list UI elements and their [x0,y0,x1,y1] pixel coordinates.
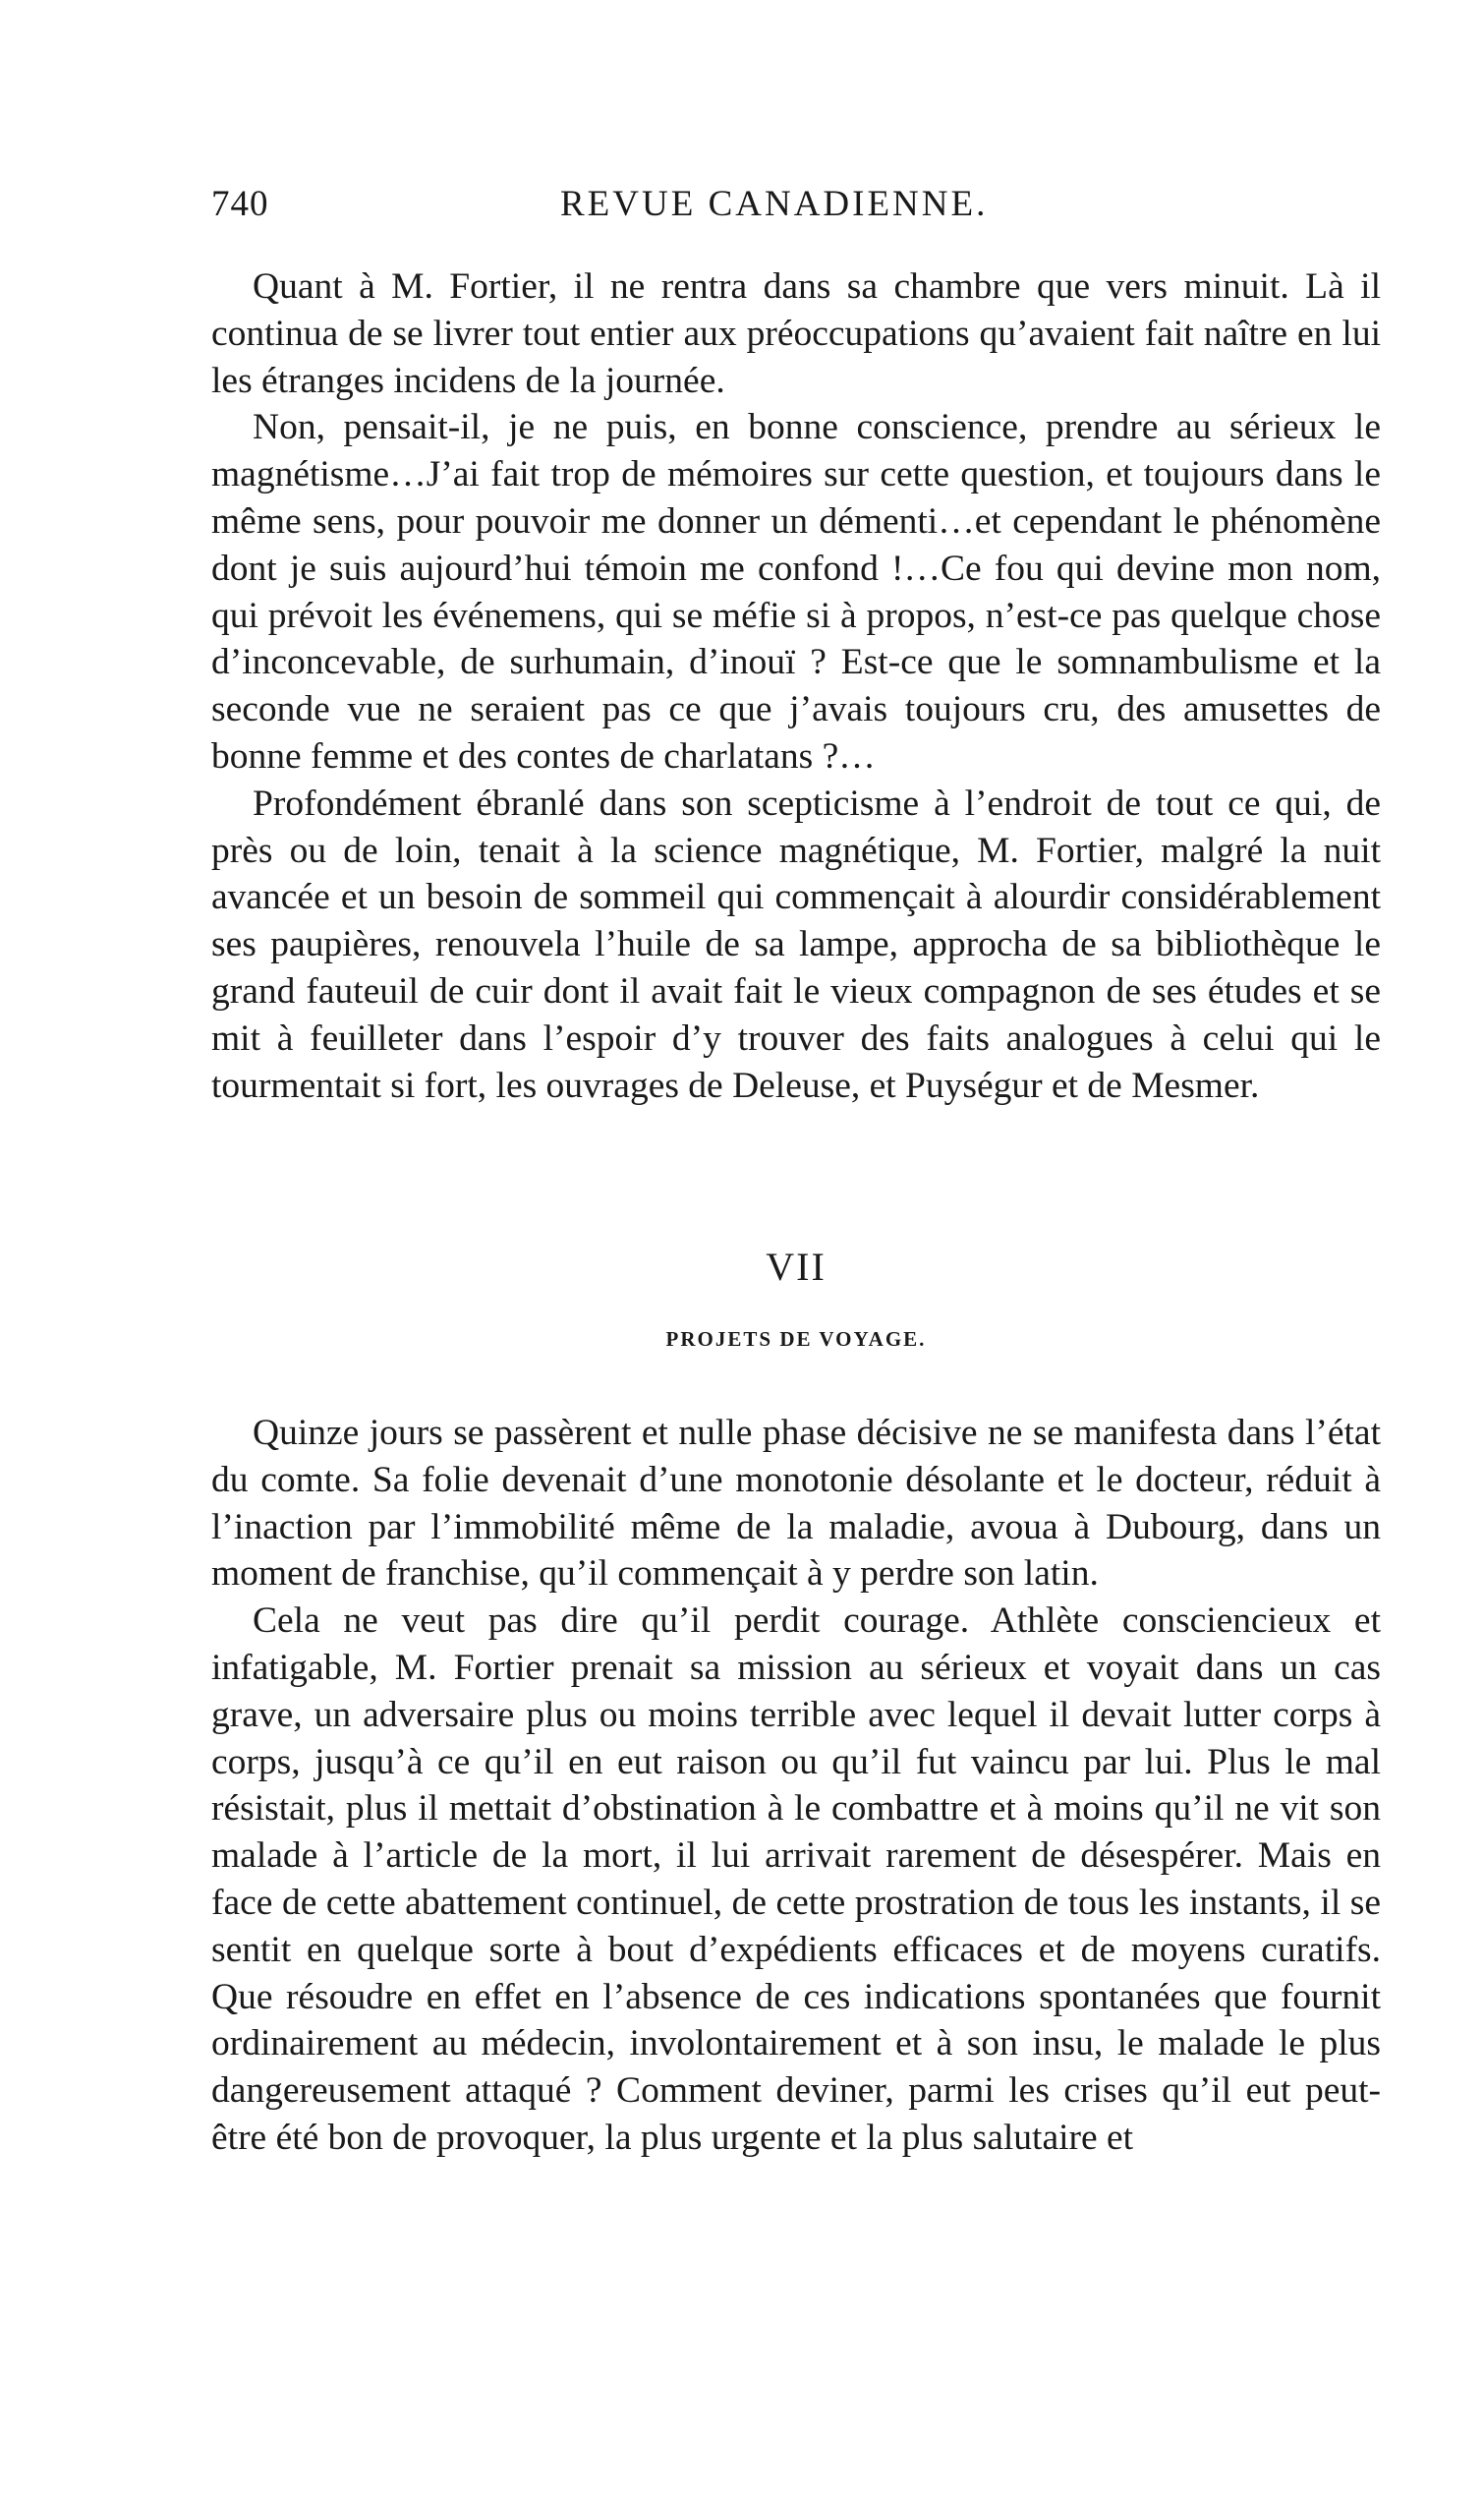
chapter-vii-body [211,1410,1381,2162]
journal-title: REVUE CANADIENNE. [560,184,989,224]
chapter-vi-ending [211,263,1381,1109]
paragraph: Cela ne veut pas dire qu’il perdit courage. Athlète consciencieux et infatigable, M. Fortier prenait sa mission au sérieux et voyait dans un cas grave, un adversaire plus ou moins terrible avec lequel il devait lutter corps à corps, jusqu’à ce qu’il en eut raison ou qu’il fut vaincu par lui. Plus le mal résistait, plus il mettait d’obstination à le combattre et à moins qu’il ne vit son malade à l’article de la mort, il lui arrivait rarement de désespérer. Mais en face de cette abattement continuel, de cette prostration de tous les instants, il se sentit en quelque sorte à bout d’expédients efficaces et de moyens curatifs. Que résoudre en effet en l’absence de ces indications spontanées que fournit ordinairement au médecin, involontairement et à son insu, le malade le plus dangereusement attaqué ? Comment deviner, parmi les crises qu’il eut peut-être été bon de provoquer, la plus urgente et la plus salutaire et [211,1600,1381,2158]
running-head [211,183,1381,232]
page-number: 740 [211,184,269,224]
paragraph: Quinze jours se passèrent et nulle phase décisive ne se manifesta dans l’état du comte. Sa folie devenait d’une monotonie désolante et le docteur, réduit à l’inaction par l’immobilité même de la maladie, avoua à Dubourg, dans un moment de franchise, qu’il commençait à y perdre son latin. [211,1413,1381,1595]
paragraph: Profondément ébranlé dans son scepticisme à l’endroit de tout ce qui, de près ou de loin, tenait à la science magnétique, M. Fortier, malgré la nuit avancée et un besoin de sommeil qui commençait à alourdir considérablement ses paupières, renouvela l’huile de sa lampe, approcha de sa bibliothèque le grand fauteuil de cuir dont il avait fait le vieux compagnon de ses études et se mit à feuilleter dans l’espoir d’y trouver des faits analogues à celui qui le tourmentait si fort, les ouvrages de Deleuse, et Puységur et de Mesmer. [211,783,1381,1106]
chapter-title: PROJETS DE VOYAGE. [665,1327,927,1351]
paragraph: Quant à M. Fortier, il ne rentra dans sa chambre que vers minuit. Là il continua de se livrer tout entier aux préoccupations qu’avaient fait naître en lui les étranges incidens de la journée. [211,266,1381,401]
paragraph: Non, pensait-il, je ne puis, en bonne conscience, prendre au sérieux le magnétisme…J’ai fait trop de mémoires sur cette question, et toujours dans le même sens, pour pouvoir me donner un démenti…et cependant le phénomène dont je suis aujourd’hui témoin me confond !…Ce fou qui devine mon nom, qui prévoit les événemens, qui se méfie si à propos, n’est-ce pas quelque chose d’inconcevable, de surhumain, d’inouï ? Est-ce que le somnambulisme et la seconde vue ne seraient pas ce que j’avais toujours cru, des amusettes de bonne femme et des contes de charlatans ?… [211,407,1381,777]
chapter-number: VII [766,1245,827,1289]
